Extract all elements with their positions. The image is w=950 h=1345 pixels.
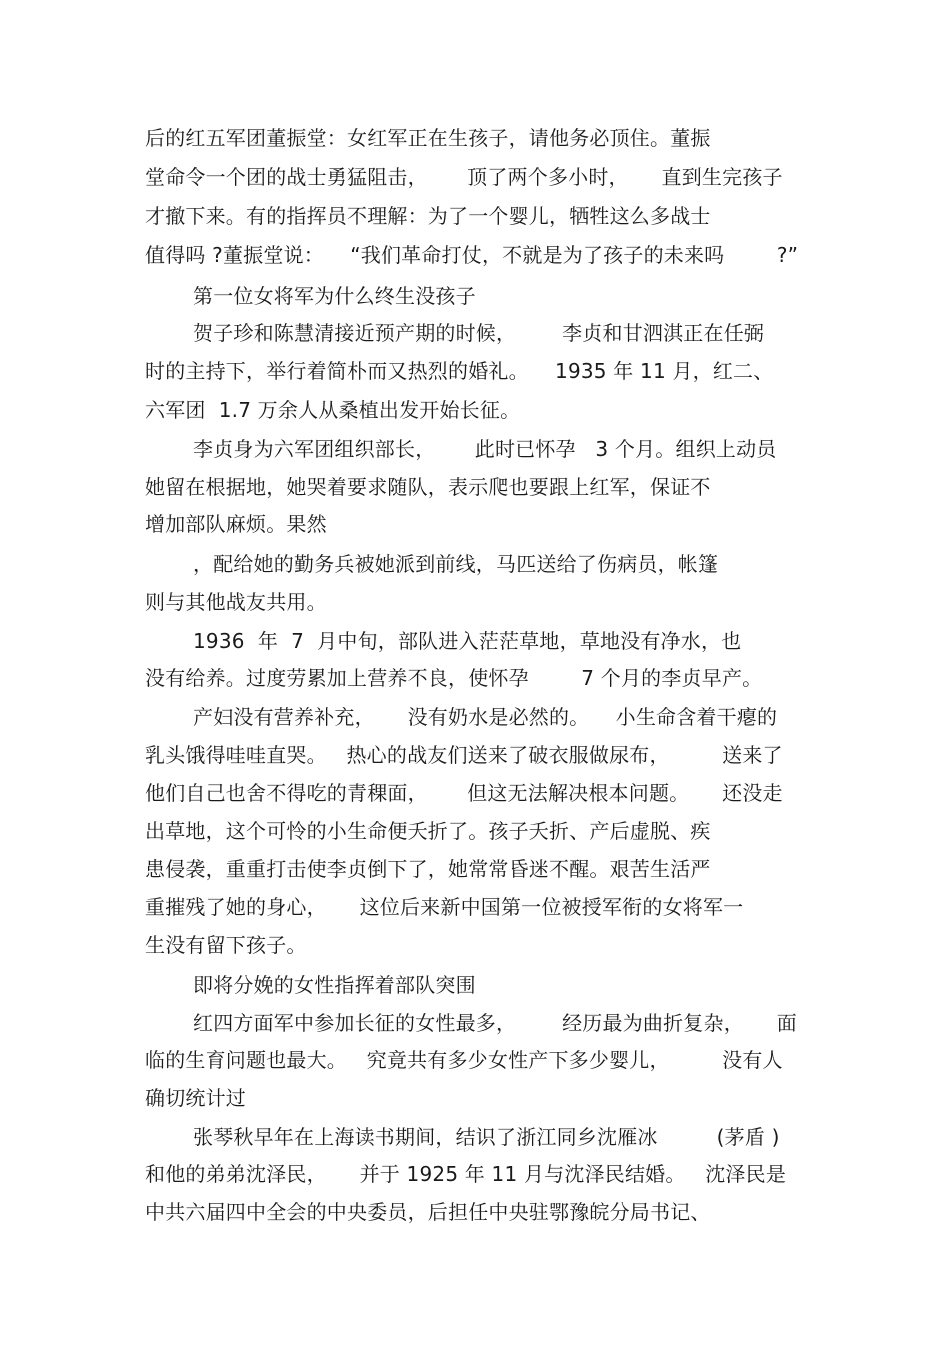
text-line: 张琴秋早年在上海读书期间，结识了浙江同乡沈雁冰 (茅盾 ) (193, 1125, 780, 1149)
text-line: 确切统计过 (145, 1086, 246, 1110)
text-line: 六军团 1.7 万余人从桑植出发开始长征。 (145, 398, 521, 422)
text-line: 没有给养。过度劳累加上营养不良，使怀孕 7 个月的李贞早产。 (145, 666, 763, 690)
text-line: 患侵袭，重重打击使李贞倒下了，她常常昏迷不醒。艰苦生活严 (145, 857, 711, 881)
text-line: 1936 年 7 月中旬，部队进入茫茫草地，草地没有净水，也 (193, 629, 742, 653)
text-line: 她留在根据地，她哭着要求随队，表示爬也要跟上红军，保证不 (145, 475, 711, 499)
text-line: 堂命令一个团的战士勇猛阻击， 顶了两个多小时， 直到生完孩子 (145, 165, 783, 189)
text-line: 生没有留下孩子。 (145, 933, 307, 957)
text-line: 时的主持下，举行着简朴而又热烈的婚礼。 1935 年 11 月，红二、 (145, 359, 774, 383)
text-line: ，配给她的勤务兵被她派到前线，马匹送给了伤病员，帐篷 (193, 552, 719, 576)
text-line: 和他的弟弟沈泽民， 并于 1925 年 11 月与沈泽民结婚。 沈泽民是 (145, 1162, 787, 1186)
text-line: 贺子珍和陈慧清接近预产期的时候， 李贞和甘泗淇正在任弼 (193, 321, 765, 345)
text-line: 他们自己也舍不得吃的青稞面， 但这无法解决根本问题。 还没走 (145, 781, 783, 805)
text-line: 值得吗 ?董振堂说： “我们革命打仗，不就是为了孩子的未来吗 ?” (145, 243, 799, 267)
text-line: 重摧残了她的身心， 这位后来新中国第一位被授军衔的女将军一 (145, 895, 744, 919)
text-line: 增加部队麻烦。果然 (145, 512, 327, 536)
section-heading: 第一位女将军为什么终生没孩子 (193, 284, 476, 308)
text-line: 李贞身为六军团组织部长， 此时已怀孕 3 个月。组织上动员 (193, 437, 777, 461)
text-line: 则与其他战友共用。 (145, 590, 327, 614)
text-line: 产妇没有营养补充， 没有奶水是必然的。 小生命含着干瘪的 (193, 705, 778, 729)
text-line: 才撤下来。有的指挥员不理解：为了一个婴儿，牺牲这么多战士 (145, 204, 711, 228)
text-line: 出草地，这个可怜的小生命便夭折了。孩子夭折、产后虚脱、疾 (145, 819, 711, 843)
text-line: 后的红五军团董振堂：女红军正在生孩子，请他务必顶住。董振 (145, 126, 711, 150)
text-line: 临的生育问题也最大。 究竟共有多少女性产下多少婴儿， 没有人 (145, 1048, 783, 1072)
text-line: 中共六届四中全会的中央委员，后担任中央驻鄂豫皖分局书记、 (145, 1200, 711, 1224)
text-line: 红四方面军中参加长征的女性最多， 经历最为曲折复杂， 面 (193, 1011, 797, 1035)
section-heading: 即将分娩的女性指挥着部队突围 (193, 973, 476, 997)
text-line: 乳头饿得哇哇直哭。 热心的战友们送来了破衣服做尿布， 送来了 (145, 743, 783, 767)
